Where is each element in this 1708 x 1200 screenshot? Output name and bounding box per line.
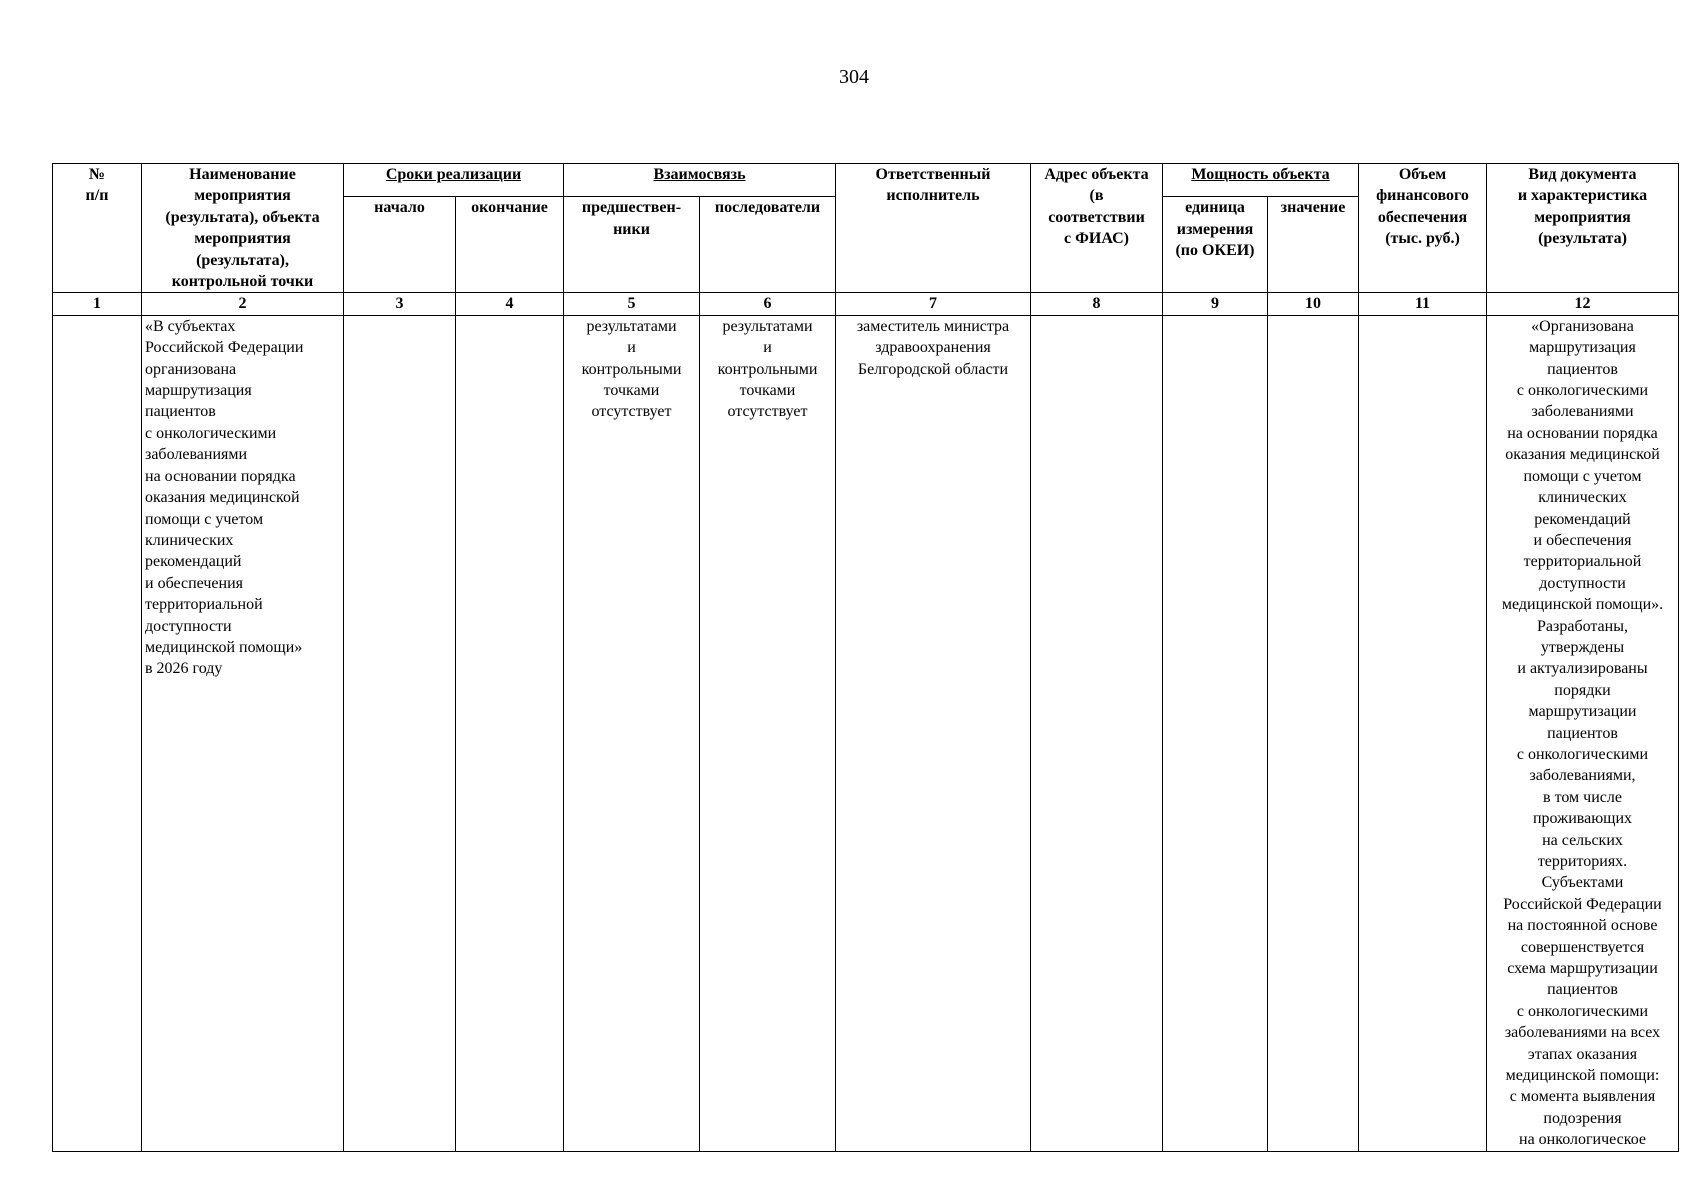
cell-document: «Организована маршрутизация пациентов с онкологическими заболеваниями на основании порядка оказания медицинской помощи с учетом клинических рекомендаций и обеспечения территориальной доступности медицинской помощи». Разработаны, утверждены и актуализированы порядки маршрутизации пациентов с онкологическими заболеваниями, в том числе проживающих на сельских территориях. Субъектами Российской Федерации на постоянной основе совершенствуется схема маршрутизации пациентов с онкологическими заболеваниями на всех этапах оказания медицинской помощи: с момента выявления подозрения на онкологическое: [1487, 315, 1679, 1151]
column-number: 10: [1268, 293, 1359, 315]
header-predecessors: предшествен- ники: [564, 197, 700, 293]
header-address: Адрес объекта (в соответствии с ФИАС): [1031, 164, 1163, 293]
cell-end: [456, 315, 564, 1151]
cell-predecessors: результатами и контрольными точками отсутствует: [564, 315, 700, 1151]
column-number-row: [53, 293, 1679, 315]
cell-start: [344, 315, 456, 1151]
cell-responsible: заместитель министра здравоохранения Белгородской области: [836, 315, 1031, 1151]
column-number: 1: [53, 293, 142, 315]
cell-successors: результатами и контрольными точками отсутствует: [700, 315, 836, 1151]
header-power-group: Мощность объекта: [1163, 164, 1359, 197]
header-name: Наименование мероприятия (результата), объекта мероприятия (результата), контрольной точки: [142, 164, 344, 293]
column-number: 7: [836, 293, 1031, 315]
column-number: 12: [1487, 293, 1679, 315]
cell-num: [53, 315, 142, 1151]
activities-table: [52, 163, 1679, 1152]
column-number: 6: [700, 293, 836, 315]
header-terms-group: Сроки реализации: [344, 164, 564, 197]
column-number: 9: [1163, 293, 1268, 315]
cell-name: «В субъектах Российской Федерации организована маршрутизация пациентов с онкологическими заболеваниями на основании порядка оказания медицинской помощи с учетом клинических рекомендаций и обеспечения территориальной доступности медицинской помощи» в 2026 году: [142, 315, 344, 1151]
page-number: 304: [839, 66, 869, 88]
column-number: 8: [1031, 293, 1163, 315]
header-unit: единица измерения (по ОКЕИ): [1163, 197, 1268, 293]
column-number: 3: [344, 293, 456, 315]
table-row: [53, 315, 1679, 1151]
cell-address: [1031, 315, 1163, 1151]
header-responsible: Ответственный исполнитель: [836, 164, 1031, 293]
column-number: 4: [456, 293, 564, 315]
header-document: Вид документа и характеристика мероприятия (результата): [1487, 164, 1679, 293]
header-link-group: Взаимосвязь: [564, 164, 836, 197]
header-end: окончание: [456, 197, 564, 293]
header-successors: последователи: [700, 197, 836, 293]
header-value: значение: [1268, 197, 1359, 293]
cell-value: [1268, 315, 1359, 1151]
column-number: 5: [564, 293, 700, 315]
header-num: № п/п: [53, 164, 142, 293]
header-finance: Объем финансового обеспечения (тыс. руб.): [1359, 164, 1487, 293]
header-row-top: [53, 164, 1679, 197]
column-number: 2: [142, 293, 344, 315]
cell-finance: [1359, 315, 1487, 1151]
cell-unit: [1163, 315, 1268, 1151]
header-start: начало: [344, 197, 456, 293]
column-number: 11: [1359, 293, 1487, 315]
